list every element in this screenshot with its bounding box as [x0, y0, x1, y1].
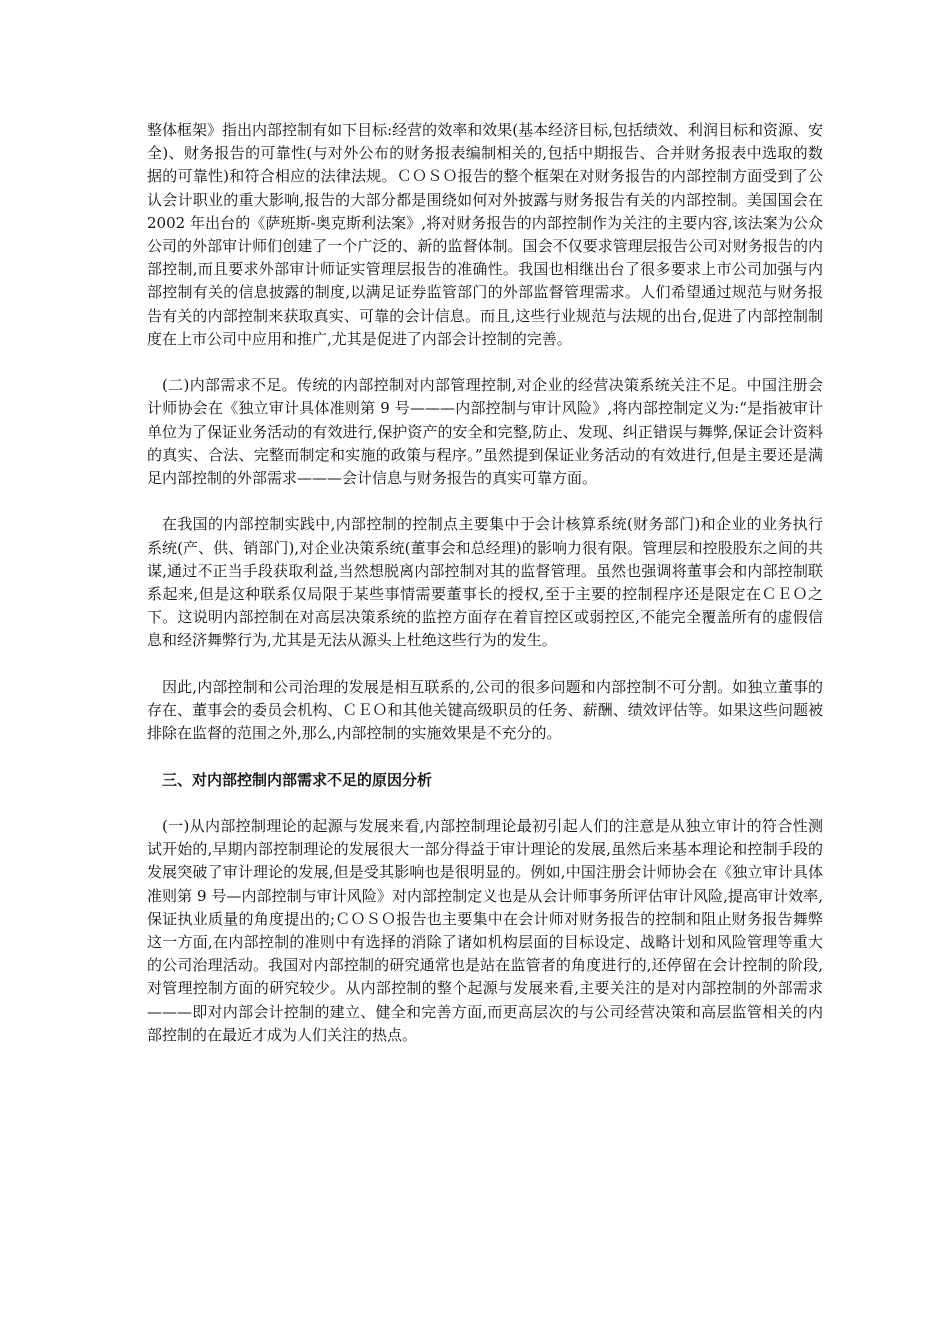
document-body: [147, 119, 823, 1070]
paragraph-governance: 因此,内部控制和公司治理的发展是相互联系的,公司的很多问题和内部控制不可分割。如独立董事的存在、董事会的委员会机构、ＣＥＯ和其他关键高级职员的任务、薪酬、绩效评估等。如果这些问题被排除在监督的范围之外,那么,内部控制的实施效果是不充分的。: [147, 677, 823, 743]
paragraph-internal-demand: (二)内部需求不足。传统的内部控制对内部管理控制,对企业的经营决策系统关注不足。中国注册会计师协会在《独立审计具体准则第 9 号———内部控制与审计风险》,将内部控制定义为:“是指被审计单位为了保证业务活动的有效进行,保护资产的安全和完整,防止、发现、纠正错误与舞弊,保证会计资料的真实、合法、完整而制定和实施的政策与程序。”虽然提到保证业务活动的有效进行,但是主要还是满足内部控制的外部需求———会计信息与财务报告的真实可靠方面。: [147, 376, 823, 488]
paragraph-coso-framework: 整体框架》指出内部控制有如下目标:经营的效率和效果(基本经济目标,包括绩效、利润目标和资源、安全)、财务报告的可靠性(与对外公布的财务报表编制相关的,包括中期报告、合并财务报表中选取的数据的可靠性)和符合相应的法律法规。ＣＯＳＯ报告的整个框架在对财务报告的内部控制方面受到了公认会计职业的重大影响,报告的大部分都是围绕如何对外披露与财务报告有关的内部控制。美国国会在 2002 年出台的《萨班斯-奥克斯利法案》,将对财务报告的内部控制作为关注的主要内容,该法案为公众公司的外部审计师们创建了一个广泛的、新的监督体制。国会不仅要求管理层报告公司对财务报告的内部控制,而且要求外部审计师证实管理层报告的准确性。我国也相继出台了很多要求上市公司加强与内部控制有关的信息披露的制度,以满足证券监管部门的外部监督管理需求。人们希望通过规范与财务报告有关的内部控制来获取真实、可靠的会计信息。而且,这些行业规范与法规的出台,促进了内部控制制度在上市公司中应用和推广,尤其是促进了内部会计控制的完善。: [147, 121, 823, 348]
section-heading: 三、对内部控制内部需求不足的原因分析: [162, 770, 433, 789]
paragraph-control-practice: 在我国的内部控制实践中,内部控制的控制点主要集中于会计核算系统(财务部门)和企业的业务执行系统(产、供、销部门),对企业决策系统(董事会和总经理)的影响力很有限。管理层和控股股东之间的共谋,通过不正当手段获取利益,当然想脱离内部控制对其的监督管理。虽然也强调将董事会和内部控制联系起来,但是这种联系仅局限于某些事情需要董事长的授权,至于主要的控制程序还是限定在ＣＥＯ之下。这说明内部控制在对高层决策系统的监控方面存在着盲控区或弱控区,不能完全覆盖所有的虚假信息和经济舞弊行为,尤其是无法从源头上杜绝这些行为的发生。: [147, 515, 823, 650]
paragraph-theory-origin: (一)从内部控制理论的起源与发展来看,内部控制理论最初引起人们的注意是从独立审计的符合性测试开始的,早期内部控制理论的发展很大一部分得益于审计理论的发展,虽然后来基本理论和控制手段的发展突破了审计理论的发展,但是受其影响也是很明显的。例如,中国注册会计师协会在《独立审计具体准则第 9 号—内部控制与审计风险》对内部控制定义也是从会计师事务所评估审计风险,提高审计效率,保证执业质量的角度提出的;ＣＯＳＯ报告也主要集中在会计师对财务报告的控制和阻止财务报告舞弊这一方面,在内部控制的准则中有选择的消除了诸如机构层面的目标设定、战略计划和风险管理等重大的公司治理活动。我国对内部控制的研究通常也是站在监管者的角度进行的,还停留在会计控制的阶段,对管理控制方面的研究较少。从内部控制的整个起源与发展来看,主要关注的是对内部控制的外部需求———即对内部会计控制的建立、健全和完善方面,而更高层次的与公司经营决策和高层监管相关的内部控制的在最近才成为人们关注的热点。: [147, 817, 823, 1044]
